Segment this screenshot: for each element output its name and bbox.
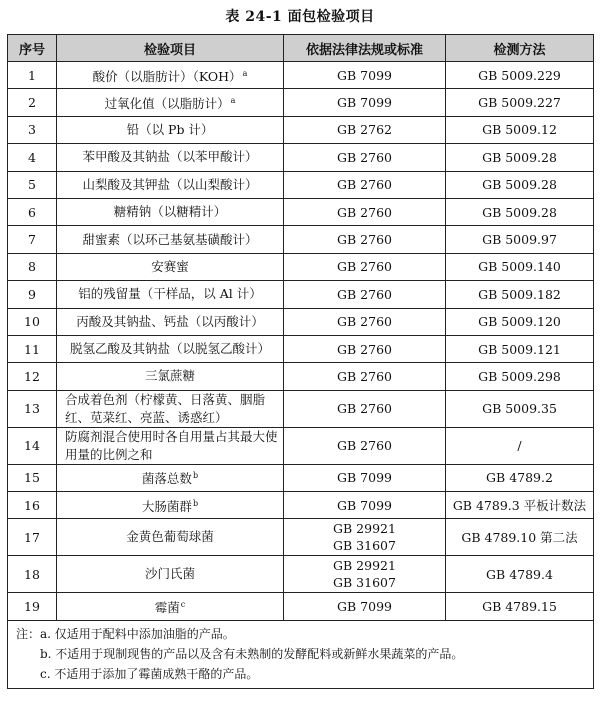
test-method: GB 5009.97 (446, 226, 594, 253)
row-number: 11 (8, 335, 57, 362)
standard-reference (284, 253, 446, 280)
test-method: GB 4789.2 (446, 464, 594, 491)
standard-reference (284, 171, 446, 198)
row-number: 18 (8, 556, 57, 593)
row-number: 5 (8, 171, 57, 198)
row-number: 3 (8, 116, 57, 143)
footnote-marker: a (242, 68, 248, 78)
inspection-item-label: 安赛蜜 (151, 258, 189, 274)
test-method: GB 5009.28 (446, 144, 594, 171)
inspection-item-label: 山梨酸及其钾盐（以山梨酸计） (82, 176, 258, 192)
row-number: 10 (8, 308, 57, 335)
test-method: GB 4789.15 (446, 593, 594, 620)
table-row (8, 363, 594, 390)
inspection-item (57, 253, 284, 280)
notes-cell (8, 620, 594, 688)
test-method: GB 4789.3 平板计数法 (446, 492, 594, 519)
note-b: b. 不适用于现制现售的产品以及含有未熟制的发酵配料或新鲜水果蔬菜的产品。 (40, 646, 464, 661)
table-row (8, 308, 594, 335)
standard-reference (284, 89, 446, 116)
standard-code: GB 7099 (337, 470, 392, 486)
standard-reference (284, 62, 446, 89)
header-item: 检验项目 (57, 35, 284, 62)
test-method: GB 5009.140 (446, 253, 594, 280)
table-row (8, 226, 594, 253)
inspection-item (57, 390, 284, 427)
table-notes (8, 620, 594, 688)
table-row (8, 171, 594, 198)
inspection-item (57, 464, 284, 491)
row-number: 13 (8, 390, 57, 427)
table-caption: 表 24-1 面包检验项目 (225, 9, 375, 25)
row-number: 9 (8, 281, 57, 308)
header-method: 检测方法 (446, 35, 594, 62)
standard-code: GB 31607 (333, 538, 396, 554)
inspection-item-label: 三氯蔗糖 (144, 368, 195, 384)
inspection-item (57, 427, 284, 464)
test-method: GB 5009.227 (446, 89, 594, 116)
inspection-item (57, 62, 284, 89)
standard-reference (284, 593, 446, 620)
header-standard: 依据法律法规或标准 (284, 35, 446, 62)
standard-code: GB 2760 (337, 368, 392, 384)
inspection-table (7, 34, 594, 689)
table-row (8, 253, 594, 280)
inspection-item (57, 308, 284, 335)
test-method: GB 5009.120 (446, 308, 594, 335)
inspection-item-label: 苯甲酸及其钠盐（以苯甲酸计） (82, 149, 258, 165)
test-method: GB 5009.12 (446, 116, 594, 143)
row-number: 15 (8, 464, 57, 491)
table-row (8, 198, 594, 225)
test-method: GB 5009.28 (446, 198, 594, 225)
row-number: 17 (8, 519, 57, 556)
inspection-item-label: 金黄色葡萄球菌 (126, 529, 214, 545)
inspection-item (57, 116, 284, 143)
header-no: 序号 (8, 35, 57, 62)
standard-code: GB 2760 (337, 204, 392, 220)
standard-code: GB 2760 (337, 149, 392, 165)
table-row (8, 556, 594, 593)
standard-reference (284, 308, 446, 335)
test-method: GB 4789.4 (446, 556, 594, 593)
standard-reference (284, 281, 446, 308)
inspection-item-label: 铅（以 Pb 计） (126, 121, 214, 137)
standard-reference (284, 464, 446, 491)
standard-code: GB 29921 (333, 521, 396, 537)
test-method: GB 5009.35 (446, 390, 594, 427)
test-method: GB 5009.229 (446, 62, 594, 89)
table-row (8, 89, 594, 116)
table-row (8, 464, 594, 491)
inspection-item (57, 89, 284, 116)
table-body (8, 62, 594, 621)
inspection-item-label: 菌落总数 (141, 471, 192, 487)
inspection-item-label: 铝的残留量（干样品，以 Al 计） (78, 286, 262, 302)
inspection-item-label: 沙门氏菌 (144, 566, 195, 582)
inspection-item-label: 酸价（以脂肪计）（KOH） (92, 68, 242, 84)
table-row (8, 492, 594, 519)
inspection-item-label: 霉菌 (154, 600, 180, 616)
standard-reference (284, 363, 446, 390)
standard-code: GB 7099 (337, 497, 392, 513)
inspection-item (57, 226, 284, 253)
test-method: GB 5009.28 (446, 171, 594, 198)
inspection-item-label: 糖精钠（以糖精计） (113, 204, 227, 220)
inspection-item-label: 甜蜜素（以环己基氨基磺酸计） (82, 231, 258, 247)
standard-reference (284, 556, 446, 593)
standard-reference (284, 390, 446, 427)
standard-code: GB 2762 (337, 122, 392, 138)
standard-reference (284, 226, 446, 253)
test-method: GB 5009.121 (446, 335, 594, 362)
standard-code: GB 31607 (333, 575, 396, 591)
row-number: 6 (8, 198, 57, 225)
inspection-item (57, 171, 284, 198)
inspection-item (57, 281, 284, 308)
inspection-item (57, 144, 284, 171)
inspection-item (57, 556, 284, 593)
test-method: GB 5009.298 (446, 363, 594, 390)
inspection-item-label: 丙酸及其钠盐、钙盐（以丙酸计） (76, 313, 264, 329)
standard-code: GB 2760 (337, 341, 392, 357)
standard-reference (284, 427, 446, 464)
table-row (8, 519, 594, 556)
standard-code: GB 2760 (337, 314, 392, 330)
inspection-item (57, 519, 284, 556)
table-row (8, 335, 594, 362)
row-number: 14 (8, 427, 57, 464)
note-a: 注：a. 仅适用于配料中添加油脂的产品。 (16, 626, 235, 641)
standard-code: GB 2760 (337, 177, 392, 193)
row-number: 19 (8, 593, 57, 620)
standard-code: GB 7099 (337, 599, 392, 615)
table-row (8, 593, 594, 620)
standard-code: GB 2760 (337, 232, 392, 248)
note-c: c. 不适用于添加了霉菌成熟干酪的产品。 (40, 666, 259, 681)
inspection-item (57, 198, 284, 225)
table-row (8, 116, 594, 143)
standard-reference (284, 492, 446, 519)
row-number: 1 (8, 62, 57, 89)
row-number: 7 (8, 226, 57, 253)
inspection-item-label: 防腐剂混合使用时各自用量占其最大使用量的比例之和 (65, 428, 278, 462)
table-row (8, 427, 594, 464)
inspection-item-label: 过氧化值（以脂肪计） (104, 96, 230, 112)
footnote-marker: b (192, 498, 199, 508)
standard-code: GB 29921 (333, 558, 396, 574)
row-number: 8 (8, 253, 57, 280)
inspection-item (57, 335, 284, 362)
standard-reference (284, 335, 446, 362)
table-row (8, 390, 594, 427)
inspection-item (57, 593, 284, 620)
row-number: 2 (8, 89, 57, 116)
table-header-row (8, 35, 594, 62)
standard-code: GB 2760 (337, 286, 392, 302)
table-row (8, 62, 594, 89)
standard-code: GB 7099 (337, 95, 392, 111)
footnote-marker: c (180, 600, 186, 610)
standard-reference (284, 519, 446, 556)
standard-reference (284, 116, 446, 143)
standard-reference (284, 144, 446, 171)
test-method: GB 4789.10 第二法 (446, 519, 594, 556)
table-row (8, 144, 594, 171)
table-row (8, 281, 594, 308)
standard-code: GB 2760 (337, 259, 392, 275)
row-number: 4 (8, 144, 57, 171)
inspection-item-label: 脱氢乙酸及其钠盐（以脱氢乙酸计） (69, 341, 270, 357)
inspection-item (57, 492, 284, 519)
standard-code: GB 7099 (337, 67, 392, 83)
row-number: 12 (8, 363, 57, 390)
inspection-item-label: 大肠菌群 (141, 498, 192, 514)
inspection-item-label: 合成着色剂（柠檬黄、日落黄、胭脂红、苋菜红、亮蓝、诱惑红） (65, 391, 266, 425)
footnote-marker: b (192, 471, 199, 481)
inspection-item (57, 363, 284, 390)
standard-reference (284, 198, 446, 225)
footnote-marker: a (230, 96, 236, 105)
test-method: GB 5009.182 (446, 281, 594, 308)
standard-code: GB 2760 (337, 401, 392, 417)
test-method: / (446, 427, 594, 464)
standard-code: GB 2760 (337, 438, 392, 454)
row-number: 16 (8, 492, 57, 519)
